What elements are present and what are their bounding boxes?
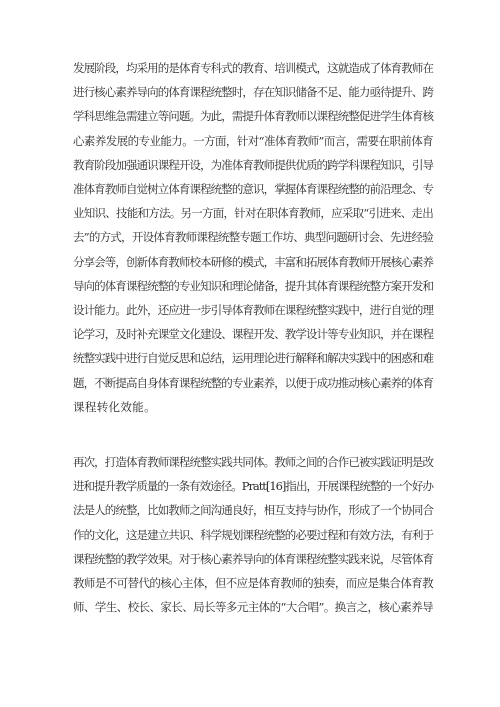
text-line: 再次，打造体育教师课程统整实践共同体。教师之间的合作已被实践证明是改 (73, 455, 433, 469)
text-line: 课程统整的教学效果。对于核心素养导向的体育课程统整实践来说，尽管体育 (73, 551, 433, 566)
text-line: 学科思维急需建立等问题。为此，需提升体育教师以课程统整促进学生体育核 (73, 109, 433, 124)
text-line: 法是人的统整，比如教师之间沟通良好，相互支持与协作，形成了一个协同合 (73, 503, 433, 518)
text-line: 进和提升教学质量的一条有效途径。Pratt[16]指出，开展课程统整的一个好办 (73, 479, 433, 494)
text-line: 教师是不可替代的核心主体，但不应是体育教师的独奏，而应是集合体育教 (73, 576, 433, 591)
text-line: 题，不断提高自身体育课程统整的专业素养，以便于成功推动核心素养的体育 (73, 375, 433, 390)
text-line: 进行核心素养导向的体育课程统整时，存在知识储备不足、能力亟待提升、跨 (73, 85, 433, 100)
text-line: 课程转化效能。 (73, 399, 156, 414)
text-line: 论学习，及时补充课堂文化建设、课程开发、教学设计等专业知识，并在课程 (73, 327, 433, 342)
text-line: 去”的方式，开设体育教师课程统整专题工作坊、典型问题研讨会、先进经验 (73, 230, 433, 245)
text-line: 发展阶段，均采用的是体育专科式的教育、培训模式，这就造成了体育教师在 (73, 61, 433, 75)
text-line: 设计能力。此外，还应进一步引导体育教师在课程统整实践中，进行自觉的理 (73, 303, 433, 318)
text-line: 心素养发展的专业能力。一方面，针对“准体育教师”而言，需要在职前体育 (73, 133, 433, 148)
text-line: 导向的体育课程统整的专业知识和理论储备，提升其体育课程统整方案开发和 (73, 278, 433, 293)
text-line: 业知识、技能和方法。另一方面，针对在职体育教师，应采取“引进来、走出 (73, 206, 433, 221)
text-line: 准体育教师自觉树立体育课程统整的意识，掌握体育课程统整的前沿理念、专 (73, 182, 433, 197)
paragraph-1 (73, 56, 433, 419)
text-line: 作的文化，这是建立共识、科学规划课程统整的必要过程和有效方法，有利于 (73, 527, 433, 542)
text-line: 教育阶段加强通识课程开设，为准体育教师提供优质的跨学科课程知识，引导 (73, 157, 433, 172)
paragraph-2 (73, 450, 433, 619)
text-line: 分享会等，创新体育教师校本研修的模式，丰富和拓展体育教师开展核心素养 (73, 254, 433, 269)
text-line: 统整实践中进行自觉反思和总结，运用理论进行解释和解决实践中的困惑和难 (73, 351, 433, 366)
text-line: 师、学生、校长、家长、局长等多元主体的“大合唱”。换言之，核心素养导 (73, 600, 433, 615)
